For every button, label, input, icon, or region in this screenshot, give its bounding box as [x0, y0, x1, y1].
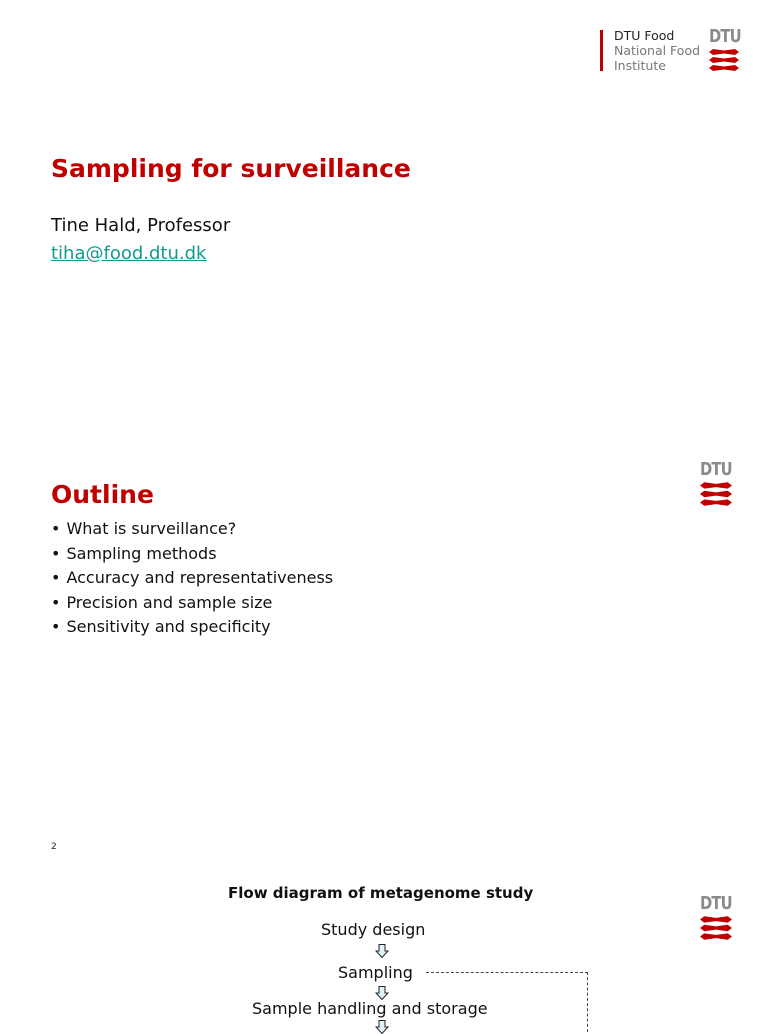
- dtu-logo-mark: [700, 461, 734, 506]
- presentation-title: Sampling for surveillance: [51, 154, 411, 183]
- page-number: 2: [51, 842, 57, 852]
- dtu-logo-text: DTU: [700, 459, 732, 480]
- outline-item: • Sensitivity and specificity: [51, 616, 333, 641]
- author-name: Tine Hald, Professor: [51, 215, 231, 236]
- logo-line-2: National Food: [614, 43, 701, 58]
- dtu-logo-text: DTU: [709, 26, 741, 47]
- flow-step-sample-handling: Sample handling and storage: [252, 999, 488, 1018]
- dtu-food-logo: [600, 28, 750, 74]
- dtu-waves-icon: [709, 49, 739, 71]
- dtu-logo-text: DTU: [700, 893, 732, 914]
- logo-line-1: DTU Food: [614, 28, 675, 43]
- logo-text: [614, 28, 700, 73]
- logo-red-bar: [600, 30, 603, 71]
- outline-list: [51, 518, 333, 641]
- dtu-waves-icon: [700, 916, 732, 940]
- author-email-link[interactable]: tiha@food.dtu.dk: [51, 243, 207, 264]
- flow-step-sampling: Sampling: [338, 963, 413, 982]
- dtu-logo-mark: [709, 28, 743, 71]
- dashed-connector: [426, 972, 588, 973]
- down-arrow-icon: [375, 986, 389, 1000]
- flow-diagram-title: Flow diagram of metagenome study: [228, 884, 534, 902]
- outline-item: • Accuracy and representativeness: [51, 567, 333, 592]
- dtu-waves-icon: [700, 482, 732, 506]
- outline-item: • Precision and sample size: [51, 592, 333, 617]
- flow-step-study-design: Study design: [321, 920, 426, 939]
- dtu-logo-mark: [700, 895, 734, 940]
- down-arrow-icon: [375, 944, 389, 958]
- outline-title: Outline: [51, 480, 154, 509]
- logo-line-3: Institute: [614, 58, 666, 73]
- outline-item: • What is surveillance?: [51, 518, 333, 543]
- outline-item: • Sampling methods: [51, 543, 333, 568]
- dashed-connector: [587, 972, 588, 1032]
- down-arrow-icon: [375, 1020, 389, 1034]
